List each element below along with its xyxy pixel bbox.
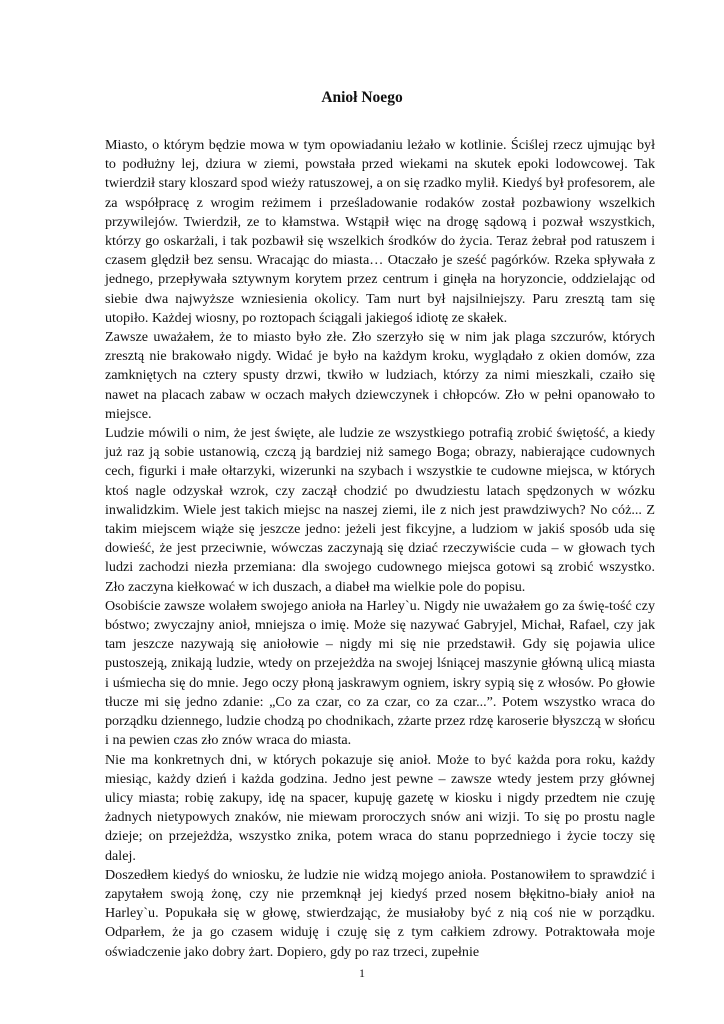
page-number: 1 bbox=[359, 966, 365, 980]
paragraph: Osobiście zawsze wolałem swojego anioła na Harley`u. Nigdy nie uważałem go za świę-tość czy bóstwo; zwyczajny anioł, mniejsza o imię. Może się nazywać Gabryjel, Michał, Rafael, czy jak tam jeszcze nazywają się aniołowie – nigdy mi się nie przedstawił. Gdy się pojawia ulice pustoszeją, znikają ludzie, wtedy on przejeżdża na swojej lśniącej maszynie główną ulicą miasta i uśmiecha się do mnie. Jego oczy płoną jaskrawym ogniem, iskry sypią się z włosów. Po głowie tłucze mi się jedno zdanie: „Co za czar, co za czar, co za czar...”. Potem wszystko wraca do porządku dziennego, ludzie chodzą po chodnikach, zżarte przez rdzę karoserie błyszczą w słońcu i na pewien czas zło znów wraca do miasta. bbox=[105, 597, 655, 749]
paragraph: Nie ma konkretnych dni, w których pokazuje się anioł. Może to być każda pora roku, każdy miesiąc, każdy dzień i każda godzina. Jedno jest pewne – zawsze wtedy jestem przy głównej ulicy miasta; robię zakupy, idę na spacer, kupuję gazetę w kiosku i nigdy przedtem nie czuję żadnych nietypowych znaków, nie miewam proroczych snów ani wizji. To się po prostu nagle dzieje; on przejeżdża, wszystko znika, potem wraca do stanu poprzedniego i życie toczy się dalej. bbox=[105, 751, 655, 864]
document-body bbox=[105, 136, 655, 962]
document-title: Anioł Noego bbox=[321, 89, 403, 106]
paragraph: Zawsze uważałem, że to miasto było złe. Zło szerzyło się w nim jak plaga szczurów, których zresztą nie brakowało nigdy. Widać je było na każdym kroku, wyglądało z okien domów, zza zamkniętych na cztery spusty drzwi, tkwiło w ludziach, którzy za nimi mieszkali, czaiło się nawet na placach zabaw w oczach małych dziewczynek i chłopców. Zło w pełni opanowało to miejsce. bbox=[105, 329, 655, 422]
paragraph: Miasto, o którym będzie mowa w tym opowiadaniu leżało w kotlinie. Ściślej rzecz ujmując był to podłużny lej, dziura w ziemi, powstała przed wiekami na skutek epoki lodowcowej. Tak twierdził stary kloszard spod wieży ratuszowej, a on się rzadko mylił. Kiedyś był profesorem, ale za współpracę z wrogim reżimem i prześladowanie rodaków został pozbawiony wszelkich przywilejów. Twierdził, ze to kłamstwa. Wstąpił więc na drogę sądową i pozwał wszystkich, którzy go oskarżali, i tak pozbawił się wszelkich środków do życia. Teraz żebrał pod ratuszem i czasem ględził bez sensu. Wracając do miasta… Otaczało je sześć pagórków. Rzeka spływała z jednego, przepływała sztywnym korytem przez centrum i ginęła na horyzoncie, oddzielając od siebie dwa najwyższe wzniesienia okolicy. Tam nurt był najsilniejszy. Paru zresztą tam się utopiło. Każdej wiosny, po roztopach ściągali jakiegoś idiotę ze skałek. bbox=[105, 137, 655, 326]
paragraph: Ludzie mówili o nim, że jest święte, ale ludzie ze wszystkiego potrafią zrobić świętość, a kiedy już raz ją sobie ustanowią, czczą ją bardziej niż samego Boga; obrazy, nabierające cudownych cech, figurki i małe ołtarzyki, wizerunki na szybach i wszystkie te cudowne miejsca, w których ktoś nagle odzyskał wzrok, czy zaczął chodzić po dwudziestu latach spędzonych w wózku inwalidzkim. Wiele jest takich miejsc na naszej ziemi, ile z nich jest prawdziwych? No cóż... Z takim miejscem wiąże się jeszcze jedno: jeżeli jest fikcyjne, a ludziom w jakiś sposób uda się dowieść, że jest przeciwnie, wówczas zaczynają się dziać rzeczywiście cuda – w głowach tych ludzi zachodzi niezła przemiana: dla swojego cudownego miejsca gotowi są zrobić wszystko. Zło zaczyna kiełkować w ich duszach, a diabeł ma wielkie pole do popisu. bbox=[105, 425, 655, 595]
paragraph: Doszedłem kiedyś do wniosku, że ludzie nie widzą mojego anioła. Postanowiłem to sprawdzić i zapytałem swoją żonę, czy nie przemknął jej kiedyś przed nosem błękitno-biały anioł na Harley`u. Popukała się w głowę, stwierdzając, że musiałoby być z nią coś nie w porządku. Odparłem, że ja go czasem widuję i czuję się z tym całkiem zdrowy. Potraktowała moje oświadczenie jako dobry żart. Dopiero, gdy po raz trzeci, zupełnie bbox=[105, 866, 655, 960]
